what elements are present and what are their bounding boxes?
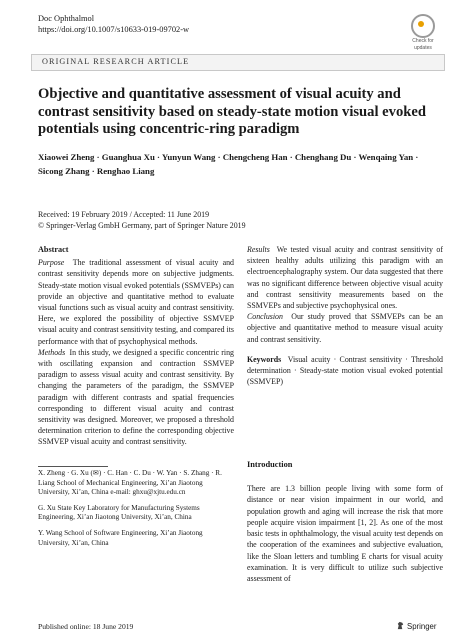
abstract-purpose [38, 257, 234, 347]
introduction-text: There are 1.3 billion people living with some form of distance or near vision impairment in our world, and population growth and aging will increase the risk that more people acquire vision impairment [1, 2]. As one of the most basic tests in ophthalmology, the visual acuity test depends on the cooperation of the examinees and subjective evaluation, like the Sloan letters and tumbling E charts for visual acuity examination. It is very difficult to utilize such subjective assessment of [247, 484, 443, 584]
abstract-conclusion [247, 311, 443, 345]
abstract-methods [38, 347, 234, 448]
affiliation-1: X. Zheng · G. Xu (✉) · C. Han · C. Du · W. Yan · S. Zhang · R. Liang School of Mechanical Engineering, Xi’an Jiaotong University, Xi’an, China e-mail: ghxu@xjtu.edu.cn [38, 469, 222, 497]
abstract-heading: Abstract [38, 245, 69, 254]
purpose-label: Purpose [38, 258, 65, 268]
methods-label: Methods [38, 347, 66, 357]
springer-horse-icon [396, 621, 405, 630]
conclusion-text: Our study proved that SSMVEPs can be an objective and quantitative method to measure visual acuity and contrast sensitivity. [247, 312, 443, 344]
publisher-name: Springer [407, 622, 437, 631]
keywords [247, 354, 443, 388]
check-updates-icon [411, 14, 435, 38]
received-accepted: Received: 19 February 2019 / Accepted: 11 June 2019 [38, 210, 210, 219]
affiliation-3: Y. Wang School of Software Engineering, Xi’an Jiaotong University, Xi’an, China [38, 528, 203, 547]
author-list: Xiaowei Zheng · Guanghua Xu · Yunyun Wang · Chengcheng Han · Chenghang Du · Wenqaing Yan · Sicong Zhang · Renghao Liang [38, 152, 419, 176]
article-dates [38, 209, 438, 231]
published-date: Published online: 18 June 2019 [38, 622, 134, 631]
introduction-heading: Introduction [247, 460, 293, 469]
check-for-updates-badge[interactable] [408, 14, 438, 51]
copyright-line: © Springer-Verlag GmbH Germany, part of Springer Nature 2019 [38, 221, 246, 230]
abstract-results [247, 244, 443, 311]
abstract-column [38, 244, 234, 448]
check-updates-line2: updates [414, 44, 432, 51]
methods-text: In this study, we designed a specific concentric ring with oscillating expansion and contraction SSMVEP paradigm to assess visual acuity and contrast sensitivity. By changing the parameters of the paradigm, the SSMVEP paradigm with different contrasts and spatial frequencies corresponding to different visual acuity and contrast sensitivity was designed. Moreover, we proposed a threshold determination criterion to define the corresponding objective SSMVEP visual acuity and contrast sensitivity. [38, 347, 235, 447]
article-title: Objective and quantitative assessment of visual acuity and contrast sensitivity based on steady-state motion visual evoked potentials using concentric-ring paradigm [38, 86, 426, 138]
journal-name: Doc Ophthalmol [38, 14, 95, 23]
check-updates-line1: Check for [412, 38, 434, 44]
footnote-divider [38, 466, 108, 467]
keywords-label: Keywords [247, 354, 282, 364]
doi-link[interactable]: https://doi.org/10.1007/s10633-019-09702-w [38, 25, 190, 34]
conclusion-label: Conclusion [247, 312, 283, 322]
results-label: Results [247, 245, 270, 254]
purpose-text: The traditional assessment of visual acuity and contrast sensitivity depends more on subjective judgments. Steady-state motion visual evoked potentials (SSMVEPs) can provide an objective and quantitative method to evaluate visual functions such as visual acuity and contrast sensitivity. Here, we explored the possibility of objective SSMVEP visual acuity and contrast sensitivity testing, and compared its performance with that of psychophysical methods. [38, 258, 234, 346]
results-text: We tested visual acuity and contrast sensitivity of sixteen healthy adults utilizing this paradigm with an electroencephalography system. Our data suggested that there was no significant difference between objective visual acuity and contrast sensitivity measurements based on the SSMVEPs and subjective psychophysical ones. [247, 245, 444, 311]
affiliations [38, 469, 234, 554]
keywords-text: Visual acuity · Contrast sensitivity · Threshold determination · Steady-state motion visual evoked potential (SSMVEP) [247, 354, 443, 387]
abstract-column-right [247, 244, 443, 387]
article-type-label: ORIGINAL RESEARCH ARTICLE [42, 57, 190, 66]
affiliation-2: G. Xu State Key Laboratory for Manufacturing Systems Engineering, Xi’an Jiaotong University, Xi’an, China [38, 503, 200, 522]
journal-header [38, 13, 189, 35]
publisher-logo [396, 621, 436, 631]
